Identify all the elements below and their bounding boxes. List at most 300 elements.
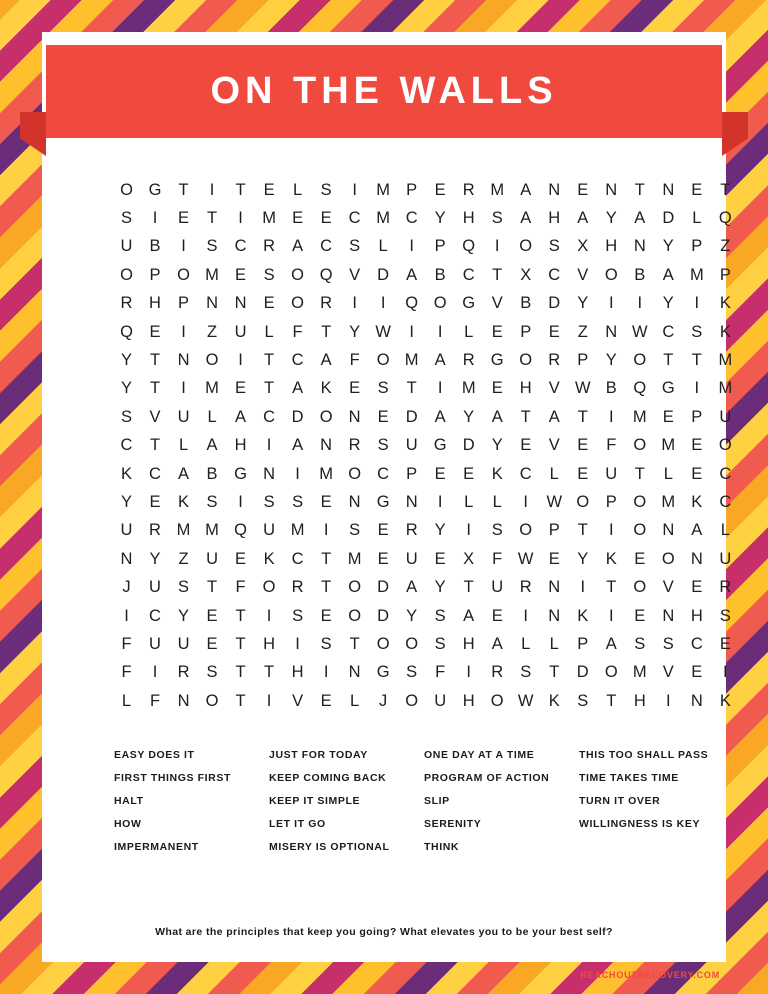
grid-cell: K bbox=[719, 691, 731, 710]
grid-cell: Q bbox=[234, 521, 247, 540]
word-list-item: JUST FOR TODAY bbox=[269, 749, 368, 761]
grid-row bbox=[114, 261, 738, 289]
grid-cell: T bbox=[264, 379, 275, 398]
grid-cell: K bbox=[577, 606, 589, 625]
grid-cell: R bbox=[548, 351, 561, 370]
grid-cell: D bbox=[576, 663, 589, 682]
grid-cell: E bbox=[691, 436, 703, 455]
grid-cell: N bbox=[177, 691, 190, 710]
grid-cell: E bbox=[235, 549, 247, 568]
grid-cell: O bbox=[205, 691, 219, 710]
grid-cell: I bbox=[637, 294, 643, 313]
grid-cell: N bbox=[605, 322, 618, 341]
grid-cell: C bbox=[719, 492, 732, 511]
grid-cell: A bbox=[548, 407, 560, 426]
word-list-item: SERENITY bbox=[424, 818, 482, 830]
grid-cell: E bbox=[491, 606, 503, 625]
grid-cell: T bbox=[235, 634, 246, 653]
grid-cell: I bbox=[666, 691, 671, 710]
grid-cell: A bbox=[235, 407, 247, 426]
grid-cell: O bbox=[519, 237, 533, 256]
grid-cell: N bbox=[206, 294, 218, 313]
grid-cell: O bbox=[604, 663, 618, 682]
grid-cell: T bbox=[492, 265, 503, 284]
grid-cell: S bbox=[634, 634, 646, 653]
grid-cell: S bbox=[263, 265, 275, 284]
grid-cell: I bbox=[409, 237, 414, 256]
grid-cell: B bbox=[605, 379, 617, 398]
grid-cell: S bbox=[349, 521, 361, 540]
grid-cell: T bbox=[321, 322, 332, 341]
grid-cell: T bbox=[321, 578, 332, 597]
grid-cell: E bbox=[634, 549, 646, 568]
grid-row bbox=[114, 346, 738, 374]
grid-cell: U bbox=[120, 237, 133, 256]
grid-cell: M bbox=[718, 351, 733, 370]
grid-cell: U bbox=[263, 521, 276, 540]
grid-cell: T bbox=[207, 578, 218, 597]
word-list-column bbox=[114, 744, 269, 859]
grid-cell: T bbox=[235, 180, 246, 199]
grid-cell: N bbox=[690, 691, 703, 710]
grid-cell: X bbox=[520, 265, 532, 284]
grid-row bbox=[114, 375, 738, 403]
grid-cell: Y bbox=[434, 209, 446, 228]
grid-cell: I bbox=[437, 379, 443, 398]
grid-cell: T bbox=[606, 578, 617, 597]
grid-cell: E bbox=[149, 492, 161, 511]
grid-cell: K bbox=[263, 549, 275, 568]
grid-cell: E bbox=[434, 549, 446, 568]
grid-cell: Z bbox=[207, 322, 218, 341]
grid-cell: O bbox=[376, 634, 390, 653]
grid-cell: C bbox=[348, 209, 361, 228]
footer-brand: REACHOUTRECOVERY.COM bbox=[580, 970, 720, 980]
grid-cell: S bbox=[349, 237, 361, 256]
grid-cell: N bbox=[662, 606, 675, 625]
grid-cell: S bbox=[320, 180, 332, 199]
grid-cell: N bbox=[690, 549, 703, 568]
grid-cell: H bbox=[633, 691, 646, 710]
grid-cell: M bbox=[404, 351, 419, 370]
grid-cell: T bbox=[606, 691, 617, 710]
grid-cell: E bbox=[377, 549, 389, 568]
grid-cell: K bbox=[491, 464, 503, 483]
grid-cell: L bbox=[121, 691, 132, 710]
grid-cell: T bbox=[663, 351, 674, 370]
grid-cell: C bbox=[263, 407, 276, 426]
grid-cell: J bbox=[122, 578, 131, 597]
grid-cell: Y bbox=[120, 379, 132, 398]
grid-cell: M bbox=[689, 265, 704, 284]
grid-cell: T bbox=[207, 209, 218, 228]
grid-cell: P bbox=[178, 294, 190, 313]
grid-cell: T bbox=[149, 436, 161, 455]
grid-cell: P bbox=[577, 351, 589, 370]
grid-cell: O bbox=[262, 578, 276, 597]
grid-cell: M bbox=[347, 549, 362, 568]
grid-cell: M bbox=[632, 663, 647, 682]
grid-cell: E bbox=[320, 209, 332, 228]
grid-cell: E bbox=[548, 322, 560, 341]
grid-cell: M bbox=[718, 379, 733, 398]
grid-cell: E bbox=[434, 464, 446, 483]
grid-cell: F bbox=[292, 322, 303, 341]
grid-cell: N bbox=[348, 663, 361, 682]
grid-cell: U bbox=[405, 436, 418, 455]
grid-cell: U bbox=[719, 549, 732, 568]
grid-cell: V bbox=[662, 663, 674, 682]
grid-cell: I bbox=[694, 294, 700, 313]
grid-cell: E bbox=[691, 663, 703, 682]
grid-cell: I bbox=[295, 464, 300, 483]
grid-cell: Q bbox=[462, 237, 476, 256]
grid-cell: W bbox=[375, 322, 391, 341]
grid-cell: A bbox=[206, 436, 218, 455]
grid-cell: H bbox=[291, 663, 304, 682]
grid-cell: N bbox=[548, 578, 561, 597]
grid-cell: R bbox=[348, 436, 361, 455]
word-list-item: EASY DOES IT bbox=[114, 749, 195, 761]
grid-cell: E bbox=[691, 180, 703, 199]
grid-cell: E bbox=[320, 606, 332, 625]
grid-cell: S bbox=[178, 578, 190, 597]
grid-cell: Q bbox=[633, 379, 647, 398]
grid-cell: L bbox=[350, 691, 360, 710]
grid-cell: T bbox=[349, 634, 360, 653]
grid-cell: D bbox=[377, 265, 390, 284]
grid-cell: W bbox=[517, 549, 534, 568]
grid-cell: L bbox=[663, 464, 673, 483]
grid-cell: S bbox=[719, 606, 731, 625]
grid-cell: O bbox=[348, 464, 362, 483]
grid-cell: O bbox=[120, 180, 133, 199]
grid-cell: E bbox=[349, 379, 361, 398]
grid-cell: S bbox=[206, 237, 218, 256]
grid-cell: I bbox=[608, 521, 614, 540]
grid-cell: C bbox=[120, 436, 133, 455]
grid-cell: O bbox=[490, 691, 504, 710]
grid-cell: C bbox=[149, 464, 161, 483]
grid-cell: A bbox=[434, 351, 446, 370]
word-list-item: MISERY IS OPTIONAL bbox=[269, 841, 390, 853]
grid-cell: G bbox=[490, 351, 504, 370]
grid-cell: S bbox=[206, 663, 218, 682]
grid-cell: L bbox=[378, 237, 388, 256]
grid-cell: T bbox=[463, 578, 474, 597]
grid-cell: E bbox=[434, 180, 446, 199]
grid-cell: V bbox=[577, 265, 589, 284]
grid-cell: P bbox=[691, 407, 703, 426]
grid-cell: F bbox=[235, 578, 246, 597]
word-list-item: TURN IT OVER bbox=[579, 795, 661, 807]
grid-cell: E bbox=[548, 549, 560, 568]
grid-cell: T bbox=[235, 691, 246, 710]
grid-row bbox=[114, 602, 738, 630]
grid-cell: L bbox=[549, 464, 559, 483]
grid-cell: Y bbox=[491, 436, 503, 455]
grid-cell: E bbox=[491, 322, 503, 341]
word-list-column bbox=[579, 744, 734, 859]
grid-cell: G bbox=[376, 663, 390, 682]
grid-cell: N bbox=[263, 464, 276, 483]
grid-cell: E bbox=[178, 209, 190, 228]
grid-cell: N bbox=[605, 180, 618, 199]
grid-cell: M bbox=[205, 521, 219, 540]
grid-cell: C bbox=[234, 237, 247, 256]
grid-cell: R bbox=[462, 351, 475, 370]
grid-cell: Q bbox=[405, 294, 419, 313]
grid-row bbox=[114, 517, 738, 545]
grid-cell: O bbox=[433, 294, 447, 313]
grid-cell: I bbox=[181, 322, 186, 341]
grid-cell: M bbox=[632, 407, 647, 426]
word-list-item: HOW bbox=[114, 818, 142, 830]
grid-cell: I bbox=[608, 294, 614, 313]
grid-cell: G bbox=[661, 379, 675, 398]
grid-cell: O bbox=[519, 521, 533, 540]
grid-cell: I bbox=[238, 209, 243, 228]
grid-cell: K bbox=[605, 549, 617, 568]
grid-cell: I bbox=[352, 294, 357, 313]
grid-cell: U bbox=[719, 407, 732, 426]
grid-cell: M bbox=[205, 379, 219, 398]
word-list-item: KEEP COMING BACK bbox=[269, 772, 387, 784]
grid-cell: E bbox=[149, 322, 161, 341]
grid-cell: E bbox=[691, 464, 703, 483]
grid-cell: F bbox=[149, 691, 161, 710]
grid-cell: H bbox=[605, 237, 618, 256]
grid-cell: P bbox=[719, 265, 731, 284]
grid-cell: A bbox=[605, 634, 617, 653]
grid-cell: G bbox=[234, 464, 247, 483]
grid-row bbox=[114, 460, 738, 488]
grid-cell: M bbox=[290, 521, 305, 540]
grid-cell: O bbox=[604, 265, 618, 284]
grid-cell: E bbox=[577, 436, 589, 455]
word-list-item: KEEP IT SIMPLE bbox=[269, 795, 361, 807]
grid-cell: T bbox=[549, 663, 560, 682]
grid-row bbox=[114, 290, 738, 318]
grid-cell: M bbox=[461, 379, 476, 398]
grid-cell: T bbox=[235, 606, 246, 625]
grid-cell: H bbox=[519, 379, 532, 398]
grid-row bbox=[114, 432, 738, 460]
grid-cell: G bbox=[462, 294, 476, 313]
grid-cell: M bbox=[376, 209, 391, 228]
grid-cell: A bbox=[634, 209, 646, 228]
grid-cell: N bbox=[662, 180, 675, 199]
grid-cell: I bbox=[437, 492, 443, 511]
title-banner bbox=[46, 45, 722, 138]
grid-cell: I bbox=[323, 521, 329, 540]
grid-cell: T bbox=[406, 379, 417, 398]
grid-cell: S bbox=[206, 492, 218, 511]
grid-cell: A bbox=[178, 464, 190, 483]
grid-cell: T bbox=[691, 351, 702, 370]
grid-cell: A bbox=[520, 209, 532, 228]
grid-cell: E bbox=[691, 578, 703, 597]
grid-cell: M bbox=[490, 180, 505, 199]
word-list-item: FIRST THINGS FIRST bbox=[114, 772, 231, 784]
grid-cell: D bbox=[462, 436, 475, 455]
grid-cell: M bbox=[319, 464, 333, 483]
grid-cell: S bbox=[520, 663, 532, 682]
grid-cell: R bbox=[405, 521, 418, 540]
grid-cell: R bbox=[120, 294, 133, 313]
grid-cell: D bbox=[405, 407, 418, 426]
grid-cell: P bbox=[605, 492, 617, 511]
grid-cell: Y bbox=[120, 351, 132, 370]
grid-row bbox=[114, 403, 738, 431]
grid-cell: C bbox=[320, 237, 333, 256]
grid-cell: E bbox=[662, 407, 674, 426]
grid-row bbox=[114, 318, 738, 346]
grid-cell: S bbox=[292, 492, 304, 511]
grid-cell: S bbox=[548, 237, 560, 256]
grid-cell: C bbox=[291, 549, 304, 568]
grid-cell: H bbox=[263, 634, 276, 653]
grid-cell: T bbox=[720, 180, 731, 199]
grid-cell: Y bbox=[149, 549, 161, 568]
word-list-column bbox=[269, 744, 424, 859]
word-list-item: IMPERMANENT bbox=[114, 841, 199, 853]
grid-cell: P bbox=[406, 464, 418, 483]
grid-cell: V bbox=[548, 436, 560, 455]
word-list-item: TIME TAKES TIME bbox=[579, 772, 679, 784]
grid-cell: O bbox=[291, 294, 305, 313]
grid-cell: I bbox=[523, 606, 529, 625]
grid-row bbox=[114, 545, 738, 573]
grid-cell: Y bbox=[120, 492, 132, 511]
grid-cell: E bbox=[491, 379, 503, 398]
grid-cell: I bbox=[580, 578, 586, 597]
grid-cell: B bbox=[206, 464, 218, 483]
grid-cell: E bbox=[206, 634, 218, 653]
grid-cell: T bbox=[178, 180, 189, 199]
grid-cell: E bbox=[377, 521, 389, 540]
grid-cell: I bbox=[238, 351, 243, 370]
grid-cell: U bbox=[177, 407, 190, 426]
grid-cell: F bbox=[349, 351, 360, 370]
grid-cell: L bbox=[464, 322, 474, 341]
grid-cell: I bbox=[181, 237, 186, 256]
grid-cell: G bbox=[376, 492, 390, 511]
grid-cell: I bbox=[409, 322, 414, 341]
grid-cell: X bbox=[577, 237, 589, 256]
grid-cell: D bbox=[291, 407, 304, 426]
page-title: ON THE WALLS bbox=[210, 70, 558, 112]
grid-cell: M bbox=[376, 180, 391, 199]
grid-cell: T bbox=[577, 521, 588, 540]
grid-row bbox=[114, 687, 738, 715]
grid-cell: Y bbox=[605, 209, 617, 228]
grid-cell: O bbox=[205, 351, 219, 370]
grid-cell: I bbox=[152, 663, 158, 682]
word-list-item: LET IT GO bbox=[269, 818, 326, 830]
grid-cell: C bbox=[662, 322, 675, 341]
grid-cell: D bbox=[548, 294, 561, 313]
grid-cell: W bbox=[546, 492, 563, 511]
grid-cell: U bbox=[434, 691, 447, 710]
grid-cell: V bbox=[548, 379, 560, 398]
grid-cell: A bbox=[491, 634, 503, 653]
word-list-column bbox=[424, 744, 579, 859]
grid-cell: V bbox=[349, 265, 361, 284]
grid-cell: E bbox=[634, 606, 646, 625]
grid-cell: O bbox=[633, 436, 647, 455]
grid-cell: R bbox=[320, 294, 333, 313]
grid-cell: O bbox=[718, 436, 732, 455]
grid-cell: S bbox=[377, 436, 389, 455]
grid-cell: N bbox=[348, 407, 361, 426]
grid-cell: M bbox=[205, 265, 219, 284]
grid-cell: F bbox=[435, 663, 446, 682]
grid-cell: B bbox=[634, 265, 646, 284]
grid-cell: H bbox=[690, 606, 703, 625]
grid-cell: U bbox=[491, 578, 504, 597]
grid-cell: I bbox=[209, 180, 215, 199]
grid-cell: I bbox=[152, 209, 158, 228]
grid-cell: E bbox=[292, 209, 304, 228]
grid-cell: I bbox=[266, 606, 272, 625]
grid-cell: H bbox=[462, 691, 475, 710]
grid-cell: Y bbox=[463, 407, 475, 426]
grid-cell: C bbox=[519, 464, 532, 483]
grid-cell: O bbox=[319, 407, 333, 426]
grid-cell: V bbox=[292, 691, 304, 710]
grid-cell: Y bbox=[434, 521, 446, 540]
grid-cell: E bbox=[235, 265, 247, 284]
grid-cell: N bbox=[120, 549, 133, 568]
grid-row bbox=[114, 204, 738, 232]
grid-cell: I bbox=[380, 294, 386, 313]
grid-cell: N bbox=[320, 436, 333, 455]
grid-cell: N bbox=[633, 237, 646, 256]
grid-cell: I bbox=[437, 322, 443, 341]
grid-cell: T bbox=[577, 407, 588, 426]
grid-cell: C bbox=[690, 634, 703, 653]
grid-cell: A bbox=[292, 237, 304, 256]
grid-cell: S bbox=[691, 322, 703, 341]
grid-cell: E bbox=[520, 436, 532, 455]
grid-cell: I bbox=[494, 237, 500, 256]
grid-cell: K bbox=[691, 492, 703, 511]
grid-cell: S bbox=[491, 209, 503, 228]
grid-cell: K bbox=[548, 691, 560, 710]
word-search-grid bbox=[114, 176, 738, 715]
grid-cell: Y bbox=[577, 549, 589, 568]
grid-cell: W bbox=[574, 379, 591, 398]
grid-cell: L bbox=[207, 407, 217, 426]
grid-cell: S bbox=[434, 634, 446, 653]
grid-cell: A bbox=[662, 265, 674, 284]
grid-cell: A bbox=[577, 209, 589, 228]
grid-cell: K bbox=[719, 294, 731, 313]
grid-cell: N bbox=[177, 351, 190, 370]
grid-cell: L bbox=[549, 634, 559, 653]
word-list-item: WILLINGNESS IS KEY bbox=[579, 818, 701, 830]
grid-row bbox=[114, 659, 738, 687]
grid-cell: O bbox=[633, 351, 647, 370]
grid-cell: Y bbox=[577, 294, 589, 313]
grid-cell: E bbox=[320, 492, 332, 511]
grid-cell: Y bbox=[349, 322, 361, 341]
grid-cell: B bbox=[520, 294, 532, 313]
grid-cell: U bbox=[120, 521, 133, 540]
grid-cell: E bbox=[263, 180, 275, 199]
grid-cell: O bbox=[376, 351, 390, 370]
